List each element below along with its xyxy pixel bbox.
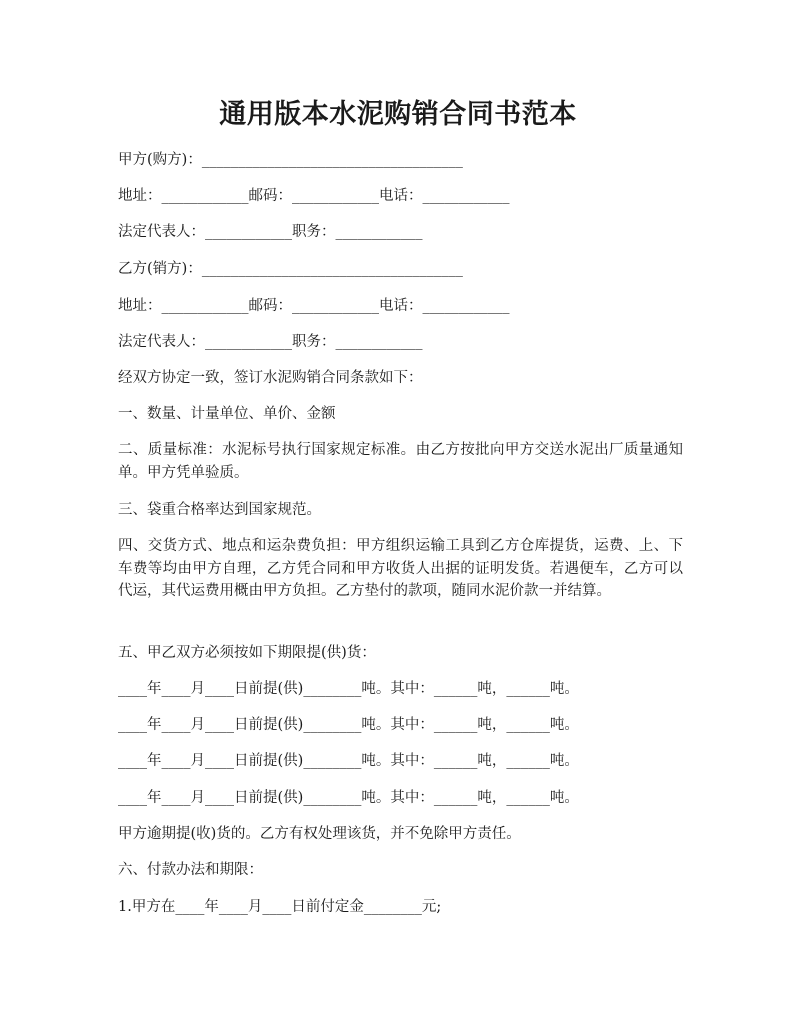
clause-2-paragraph: 二、质量标准：水泥标号执行国家规定标准。由乙方按批向甲方交送水泥出厂质量通知单。甲方凭单验质。 [118, 442, 683, 481]
payment-deposit-line: 1.甲方在____年____月____日前付定金________元; [118, 899, 442, 915]
clause-4-paragraph: 四、交货方式、地点和运杂费负担：甲方组织运输工具到乙方仓库提货，运费、上、下车费等均由甲方自理，乙方凭合同和甲方收货人出据的证明发货。若遇便车，乙方可以代运，其代运费用概由甲方负担。乙方垫付的款项，随同水泥价款一并结算。 [118, 538, 683, 599]
agreement-intro-line: 经双方协定一致，签订水泥购销合同条款如下： [118, 370, 423, 386]
late-pickup-clause-line: 甲方逾期提(收)货的。乙方有权处理该货，并不免除甲方责任。 [118, 826, 521, 842]
delivery-schedule-line: ____年____月____日前提(供)________吨。其中：______吨，______吨。 [118, 753, 579, 769]
clause-5-heading: 五、甲乙双方必须按如下期限提(供)货： [118, 645, 376, 661]
delivery-schedule-line: ____年____月____日前提(供)________吨。其中：______吨，______吨。 [118, 681, 579, 697]
clause-1-heading: 一、数量、计量单位、单价、金额 [118, 406, 336, 422]
delivery-schedule-line: ____年____月____日前提(供)________吨。其中：______吨，______吨。 [118, 790, 579, 806]
party-b-name-line: 乙方(销方)：____________________________________ [118, 261, 463, 277]
delivery-schedule-line: ____年____月____日前提(供)________吨。其中：______吨，______吨。 [118, 717, 579, 733]
party-a-name-line: 甲方(购方)：____________________________________ [118, 152, 463, 168]
party-a-address-line: 地址：____________邮码：____________电话：____________ [118, 188, 510, 204]
party-b-address-line: 地址：____________邮码：____________电话：____________ [118, 298, 510, 314]
party-b-representative-line: 法定代表人：____________职务：____________ [118, 334, 423, 350]
party-a-representative-line: 法定代表人：____________职务：____________ [118, 224, 423, 240]
document-title: 通用版本水泥购销合同书范本 [219, 99, 577, 130]
clause-3-line: 三、袋重合格率达到国家规范。 [118, 502, 321, 518]
clause-6-heading: 六、付款办法和期限： [118, 862, 263, 878]
